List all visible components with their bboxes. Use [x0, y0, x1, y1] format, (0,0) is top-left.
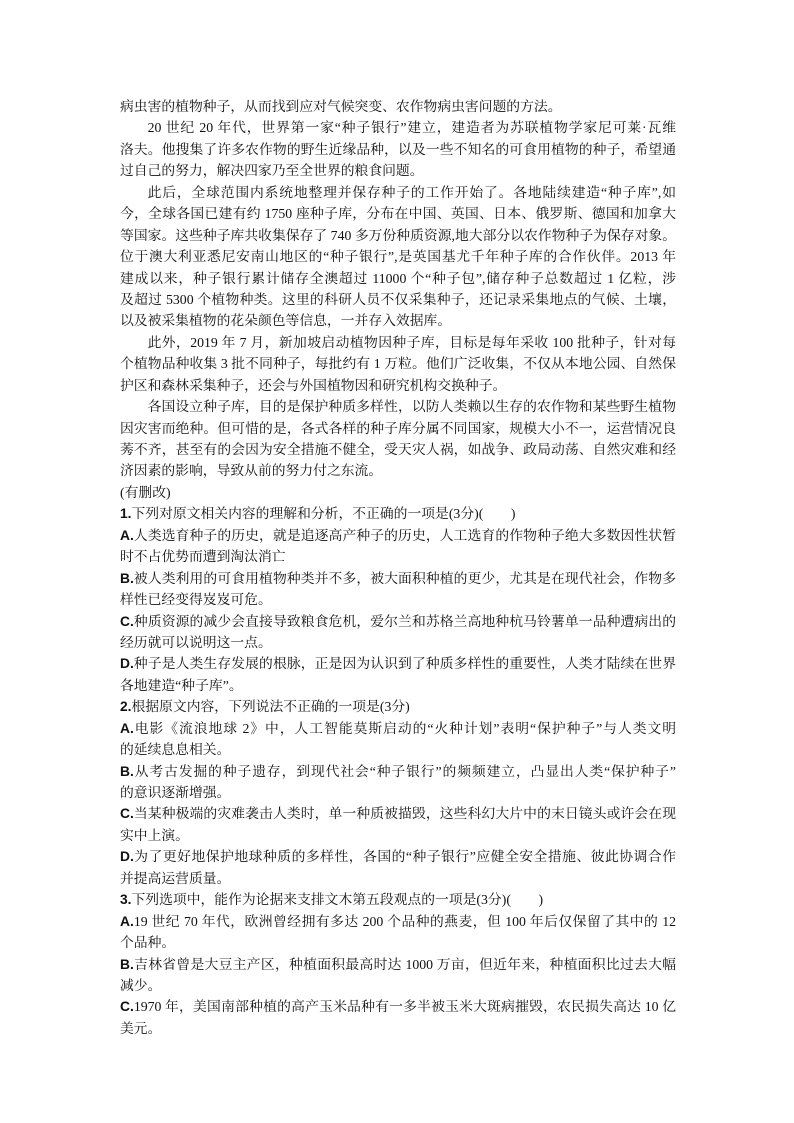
answer-option-line-text: 各地建造“种子库”。 — [120, 677, 243, 693]
passage-paragraph — [120, 332, 676, 396]
question-number: 3. — [120, 892, 132, 908]
question — [120, 889, 676, 1039]
passage-line — [120, 418, 676, 439]
answer-option-line — [120, 546, 676, 567]
passage-line-text: 护区和森林采集种子，还会与外国植物因和研究机构交换种子。 — [120, 377, 507, 393]
question-stem-line — [120, 889, 676, 910]
passage-line — [120, 139, 676, 160]
answer-option-line-text: 种子是人类生存发展的根脉，正是因为认识到了种质多样性的重要性，人类才陆续在世界 — [133, 656, 676, 672]
question-stem-line-text: 下列选项中，能作为论据来支排文木第五段观点的一项是(3分)( ) — [131, 892, 544, 908]
passage-line-text: 病虫害的植物种子，从而找到应对气候突变、农作物病虫害问题的方法。 — [120, 99, 562, 114]
passage-line — [120, 246, 676, 267]
option-letter: A. — [120, 527, 134, 543]
question-stem — [120, 503, 676, 524]
answer-option-line — [120, 825, 676, 846]
answer-option-line — [120, 846, 676, 867]
option-letter: C. — [120, 999, 134, 1015]
answer-option — [120, 525, 676, 568]
passage-line-text: 及超过 5300 个植物种类。这里的科研人员不仅采集种子，还记录采集地点的气候、土壤， — [120, 291, 676, 307]
answer-option-line-text: 的意识逐渐增强。 — [120, 785, 231, 800]
answer-option-line — [120, 932, 676, 953]
answer-option-line — [120, 782, 676, 803]
passage-line-text: 各国设立种子库，目的是保护种质多样性，以防人类赖以生存的农作物和某些野生植物 — [147, 399, 676, 415]
question-stem-line-text: 下列对原文相关内容的理解和分析，不正确的一项是(3分)( ) — [131, 506, 516, 522]
passage-line — [120, 203, 676, 224]
passage — [120, 96, 676, 503]
answer-option-line — [120, 975, 676, 996]
answer-option-line — [120, 525, 676, 546]
answer-option-line-text: 减少。 — [120, 977, 162, 993]
passage-line — [120, 182, 676, 203]
answer-option-line-text: 个品种。 — [120, 935, 176, 951]
passage-paragraph — [120, 182, 676, 332]
passage-line-text: 此外，2019 年 7 月，新加坡启动植物因种子库，目标是每年采收 100 批种子，针对每 — [147, 334, 676, 350]
answer-option-line — [120, 568, 676, 589]
option-letter: C. — [120, 806, 134, 822]
passage-line-text: 此后，全球范围内系统地整理并保存种子的工作开始了。各地陆续建造“种子库”,如 — [147, 184, 676, 200]
question-stem-line — [120, 696, 676, 717]
answer-option-line — [120, 803, 676, 824]
question-stem-line-text: 根据原文内容，下列说法不正确的一项是(3分) — [131, 699, 410, 715]
question — [120, 696, 676, 889]
answer-option-line-text: 种质资源的减少会直接导致粮食危机，爱尔兰和苏格兰高地种杭马铃薯单一品种遭病出的 — [133, 613, 676, 629]
passage-line — [120, 96, 676, 117]
passage-line-text: 因灾害而绝种。但可惜的是，各式各样的种子库分属不同国家，规模大小不一，运营情况良 — [120, 420, 676, 436]
passage-line — [120, 439, 676, 460]
passage-line-text: 个植物品种收集 3 批不同种子，每批约有 1 万粒。他们广泛收集，不仅从本地公园、自然保 — [120, 356, 676, 372]
passage-line — [120, 310, 676, 331]
answer-option-line — [120, 954, 676, 975]
passage-line-text: 以及被采集植物的花朵颜色等信息，一并存入效据库。 — [120, 313, 452, 329]
passage-line — [120, 375, 676, 396]
passage-line — [120, 160, 676, 181]
answer-option — [120, 653, 676, 696]
answer-option — [120, 803, 676, 846]
answer-option — [120, 718, 676, 761]
passage-line — [120, 289, 676, 310]
passage-paragraph — [120, 396, 676, 482]
passage-paragraph — [120, 96, 676, 117]
answer-option-line — [120, 996, 676, 1017]
answer-option — [120, 611, 676, 654]
answer-option-line — [120, 761, 676, 782]
answer-option — [120, 846, 676, 889]
passage-paragraph — [120, 117, 676, 181]
question-stem-line — [120, 503, 676, 524]
question-number: 2. — [120, 699, 132, 715]
answer-option-line-text: 吉林省曾是大豆主产区，种植面积最高时达 1000 万亩，但近年来，种植面积比过去大幅 — [133, 956, 676, 972]
answer-option-line-text: 的延续息息相关。 — [120, 742, 231, 758]
option-letter: A. — [120, 720, 134, 736]
passage-line-text: 洛夫。他搜集了许多农作物的野生近缘品种，以及一些不知名的可食用植物的种子，希望通 — [120, 141, 676, 157]
answer-option-line — [120, 632, 676, 653]
answer-option-line-text: 为了更好地保护地球种质的多样性，各国的“种子银行”应健全安全措施、彼此协调合作 — [133, 849, 676, 865]
passage-line-text: 位于澳大利亚悉尼安南山地区的“种子银行”,是英国基尤千年种子库的合作伙伴。2013 年 — [120, 249, 676, 265]
passage-line-text: 莠不齐，甚至有的会因为安全措施不健全，受天灾人祸，如战争、政局动荡、自然灾难和经 — [120, 442, 676, 457]
answer-option — [120, 911, 676, 954]
passage-line — [120, 225, 676, 246]
answer-option-line-text: 美元。 — [120, 1020, 162, 1036]
option-letter: D. — [120, 849, 134, 865]
passage-line-text: 过自己的努力，解决四家乃至全世界的粮食问题。 — [120, 163, 424, 179]
answer-option-line-text: 样性已经变得岌岌可危。 — [120, 592, 272, 608]
answer-option — [120, 954, 676, 997]
answer-option-line — [120, 718, 676, 739]
answer-option — [120, 568, 676, 611]
option-letter: B. — [120, 570, 134, 586]
passage-line — [120, 117, 676, 138]
document-content — [120, 96, 676, 1039]
answer-option-line — [120, 911, 676, 932]
question — [120, 503, 676, 696]
passage-line-text: 20 世纪 20 年代，世界第一家“种子银行”建立，建造者为苏联植物学家尼可莱·瓦维 — [147, 120, 676, 136]
passage-line — [120, 460, 676, 481]
passage-line — [120, 332, 676, 353]
option-letter: D. — [120, 656, 134, 672]
answer-option-line-text: 并提高运营质量。 — [120, 870, 231, 886]
answer-option-line-text: 当某种极端的灾难袭击人类时，单一种质被描毁，这些科幻大片中的末日镜头或许会在现 — [133, 806, 676, 822]
passage-line-text: 济因素的影响，导致从前的努力付之东流。 — [120, 463, 383, 479]
answer-option-line — [120, 611, 676, 632]
answer-option-line-text: 从考古发掘的种子遗存，到现代社会“种子银行”的频频建立，凸显出人类“保护种子” — [133, 763, 676, 779]
answer-option-line-text: 经历就可以说明这一点。 — [120, 634, 272, 650]
answer-option-line — [120, 868, 676, 889]
option-letter: B. — [120, 763, 134, 779]
answer-option-line-text: 1970 年，美国南部种植的高产玉米品种有一多半被玉米大斑病摧毁，农民损失高达 10 亿 — [133, 999, 676, 1015]
passage-line-text: 等国家。这些种子库共收集保存了 740 多万份种质资源,地大部分以农作物种子为保存对象。 — [120, 227, 676, 243]
answer-option-line — [120, 653, 676, 674]
answer-option-line — [120, 739, 676, 760]
answer-option-line — [120, 1018, 676, 1039]
question-stem — [120, 696, 676, 717]
answer-option-line-text: 人类选育种子的历史，就是追逐高产种子的历史，人工选育的作物种子绝大多数因性状暂 — [133, 527, 676, 543]
option-letter: B. — [120, 956, 134, 972]
answer-option — [120, 761, 676, 804]
answer-option-line-text: 电影《流浪地球 2》中，人工智能莫斯启动的“火种计划”表明“保护种子”与人类文明 — [133, 720, 676, 736]
option-letter: A. — [120, 913, 134, 929]
answer-option-line-text: 被人类利用的可食用植物种类并不多，被大面积种植的更少，尤其是在现代社会，作物多 — [133, 570, 676, 586]
question-stem — [120, 889, 676, 910]
answer-option — [120, 996, 676, 1039]
answer-option-line — [120, 675, 676, 696]
passage-line-text: 建成以来，种子银行累计储存全澳超过 11000 个“种子包”,储存种子总数超过 1 亿粒，涉 — [120, 270, 676, 286]
passage-line — [120, 396, 676, 417]
question-number: 1. — [120, 506, 132, 522]
passage-line — [120, 268, 676, 289]
answer-option-line — [120, 589, 676, 610]
passage-line-text: 今，全球各国已建有约 1750 座种子库，分布在中国、英国、日本、俄罗斯、德国和加拿大 — [120, 206, 676, 222]
answer-option-line-text: 19 世纪 70 年代，欧洲曾经拥有多达 200 个品种的燕麦，但 100 年后仅保留了其中的 12 — [133, 913, 676, 929]
option-letter: C. — [120, 613, 134, 629]
answer-option-line-text: 实中上演。 — [120, 827, 189, 843]
answer-option-line-text: 时不占优势而遭到淘汰消亡 — [120, 549, 286, 565]
passage-line — [120, 353, 676, 374]
source-note: (有删改) — [120, 484, 171, 500]
